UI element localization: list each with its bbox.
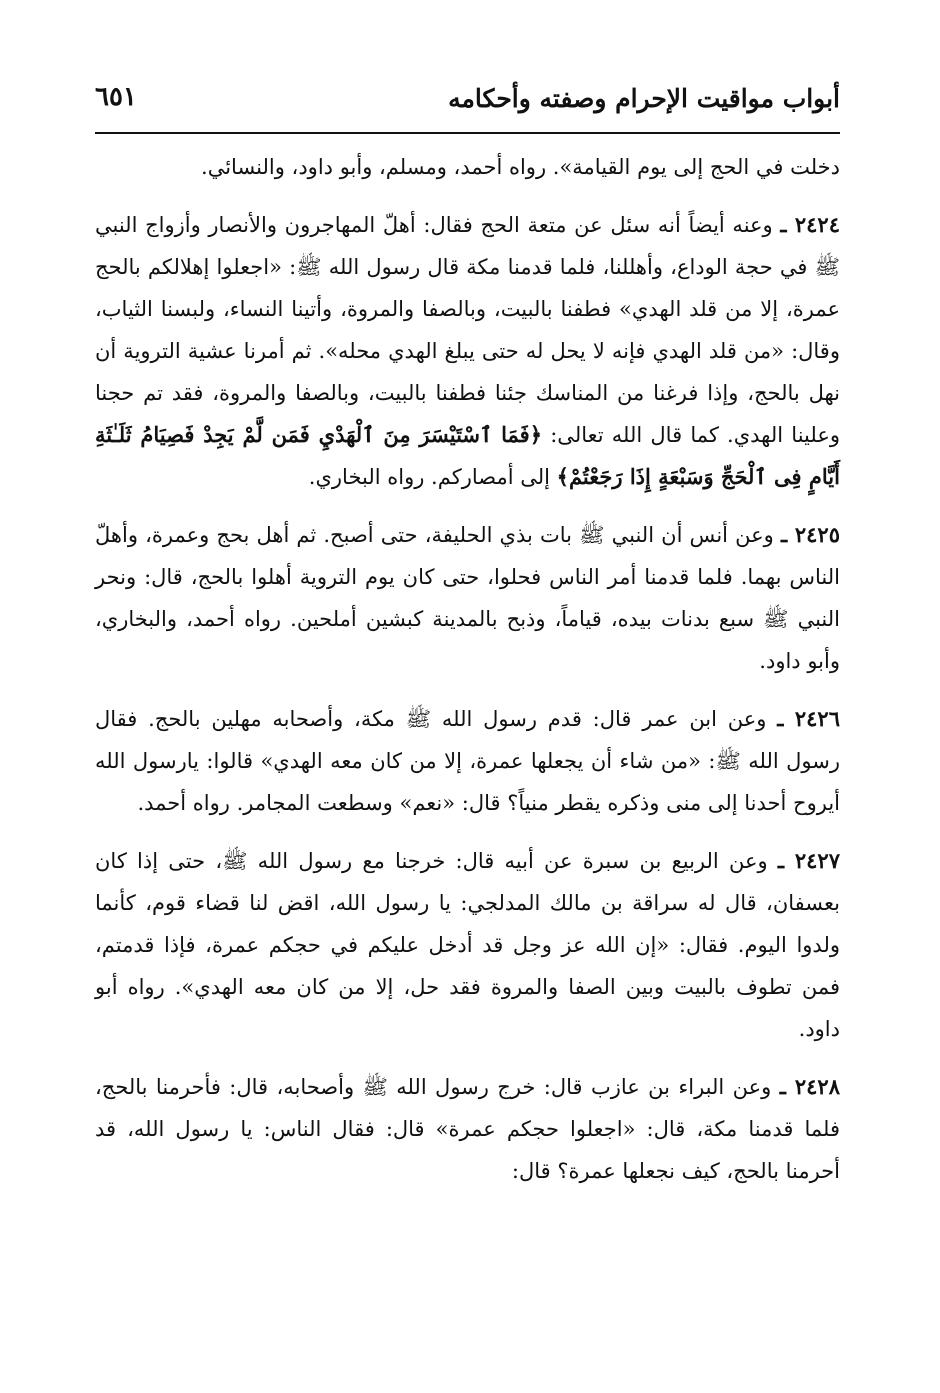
hadith-number: ٢٤٢٦ ـ <box>777 706 840 731</box>
hadith-2425 <box>95 514 840 682</box>
page-number: ٦٥١ <box>95 82 137 112</box>
hadith-number: ٢٤٢٥ ـ <box>780 522 840 547</box>
book-page <box>95 80 840 1370</box>
hadith-text: وعن البراء بن عازب قال: خرج رسول الله ﷺ وأصحابه، قال: فأحرمنا بالحج، فلما قدمنا مكة، قال: «اجعلوا حجكم عمرة» قال: فقال الناس: يا رسول الله، قد أحرمنا بالحج، كيف نجعلها عمرة؟ قال: <box>95 1075 840 1183</box>
hadith-2427 <box>95 840 840 1050</box>
page-header <box>95 80 840 134</box>
hadith-text: وعن الربيع بن سبرة عن أبيه قال: خرجنا مع رسول الله ﷺ، حتى إذا كان بعسفان، قال له سراقة بن مالك المدلجي: يا رسول الله، اقض لنا قضاء قوم، كأنما ولدوا اليوم. فقال: «إن الله عز وجل قد أدخل عليكم في حجكم عمرة، فإذا قدمتم، فمن تطوف بالبيت وبين الصفا والمروة فقد حل، إلا من كان معه الهدي». رواه أبو داود. <box>95 849 840 1041</box>
paragraph-text: دخلت في الحج إلى يوم القيامة». رواه أحمد، ومسلم، وأبو داود، والنسائي. <box>201 155 840 179</box>
hadith-2426 <box>95 698 840 824</box>
hadith-number: ٢٤٢٤ ـ <box>780 212 840 237</box>
body-text <box>95 134 840 1192</box>
hadith-text-tail: إلى أمصاركم. رواه البخاري. <box>308 465 550 489</box>
hadith-number: ٢٤٢٨ ـ <box>779 1074 840 1099</box>
hadith-text: وعنه أيضاً أنه سئل عن متعة الحج فقال: أهلّ المهاجرون والأنصار وأزواج النبي ﷺ في حجة الوداع، وأهللنا، فلما قدمنا مكة قال رسول الله ﷺ: «اجعلوا إهلالكم بالحج عمرة، إلا من قلد الهدي» فطفنا بالبيت، وبالصفا والمروة، وأتينا النساء، ولبسنا الثياب، وقال: «من قلد الهدي فإنه لا يحل له حتى يبلغ الهدي محله». ثم أمرنا عشية التروية أن نهل بالحج، وإذا فرغنا من المناسك جئنا فطفنا بالبيت، وبالصفا والمروة، فقد تم حجنا وعلينا الهدي. كما قال الله تعالى: <box>95 213 840 447</box>
hadith-2424 <box>95 204 840 498</box>
hadith-text: وعن أنس أن النبي ﷺ بات بذي الحليفة، حتى أصبح. ثم أهل بحج وعمرة، وأهلّ الناس بهما. فلما قدمنا أمر الناس فحلوا، حتى كان يوم التروية أهلوا بالحج، قال: ونحر النبي ﷺ سبع بدنات بيده، قياماً، وذبح بالمدينة كبشين أملحين. رواه أحمد، والبخاري، وأبو داود. <box>95 523 840 673</box>
hadith-number: ٢٤٢٧ ـ <box>777 848 840 873</box>
running-title: أبواب مواقيت الإحرام وصفته وأحكامه <box>448 84 840 113</box>
hadith-2428 <box>95 1066 840 1192</box>
hadith-text: وعن ابن عمر قال: قدم رسول الله ﷺ مكة، وأصحابه مهلين بالحج. فقال رسول الله ﷺ: «من شاء أن يجعلها عمرة، إلا من كان معه الهدي» قالوا: يارسول الله أيروح أحدنا إلى منى وذكره يقطر منياً؟ قال: «نعم» وسطعت المجامر. رواه أحمد. <box>95 707 840 815</box>
quran-verse: ﴿فَمَا ٱسْتَيْسَرَ مِنَ ٱلْهَدْيِ فَمَن لَّمْ يَجِدْ فَصِيَامُ ثَلَـٰثَةِ أَيَّامٍ فِى ٱلْحَجِّ وَسَبْعَةٍ إِذَا رَجَعْتُمْ﴾ <box>95 422 840 489</box>
paragraph-continuation <box>95 146 840 188</box>
